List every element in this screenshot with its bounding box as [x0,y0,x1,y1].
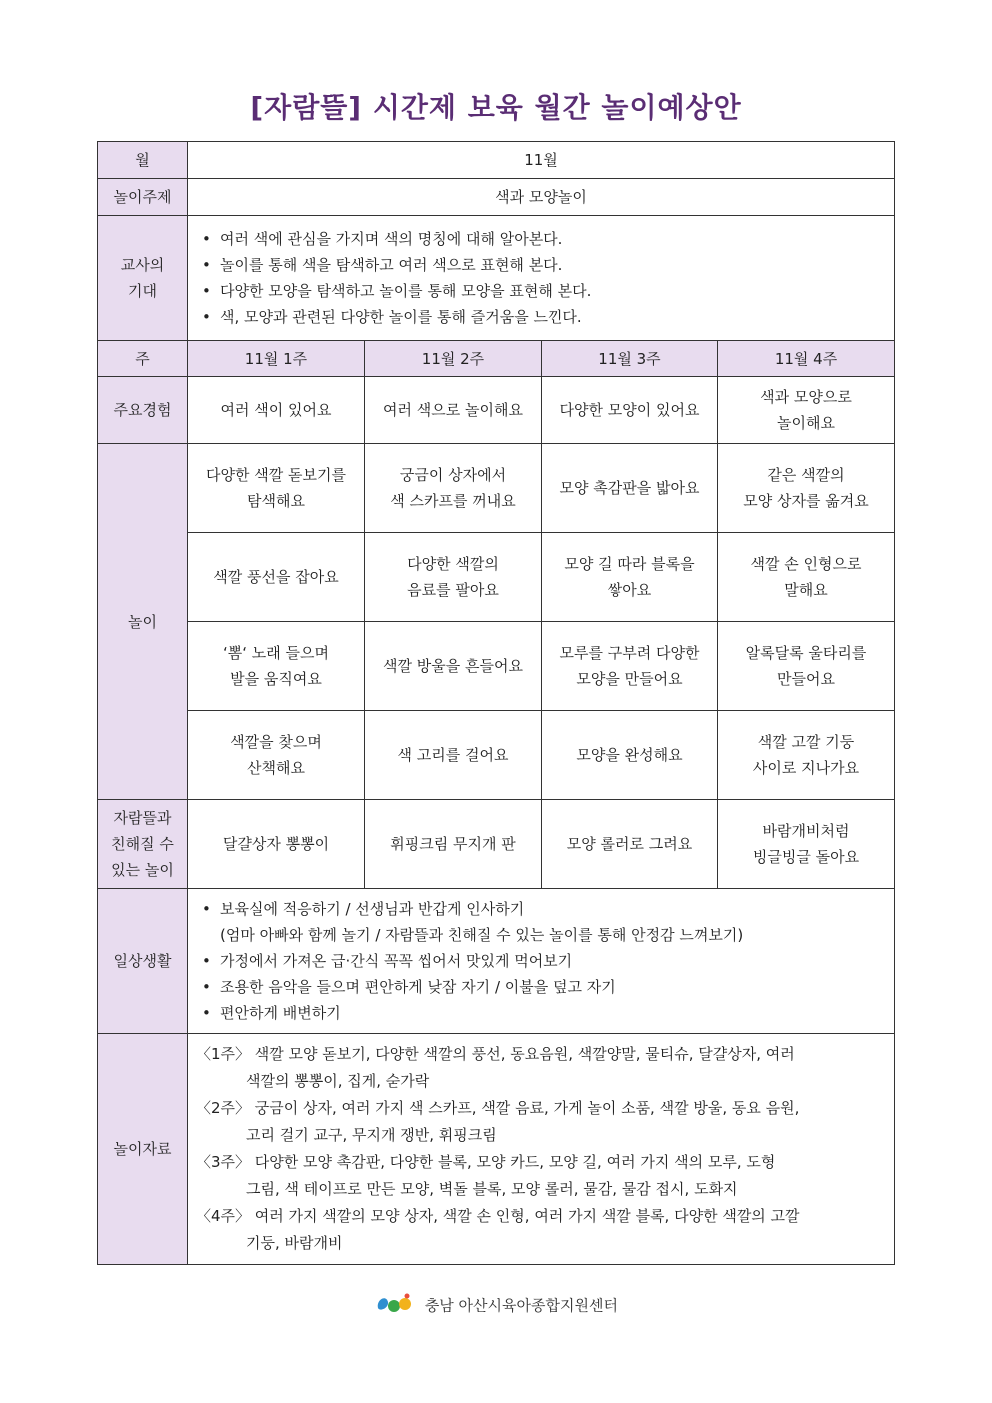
main-experience-cell: 여러 색으로 놀이해요 [365,377,542,444]
play-cell: 다양한 색깔 돋보기를 탐색해요 [188,444,365,533]
month-value: 11월 [188,142,895,179]
play-cell: 색깔 풍선을 잡아요 [188,533,365,622]
expectation-item: • 놀이를 통해 색을 탐색하고 여러 색으로 표현해 본다. [220,252,890,278]
footer [0,1292,992,1320]
plan-table [97,141,895,1265]
week-header: 11월 3주 [542,341,718,377]
main-experience-cell: 다양한 모양이 있어요 [542,377,718,444]
expectation-label: 교사의 기대 [98,216,188,341]
play-cell: 모양 길 따라 블록을 쌓아요 [542,533,718,622]
main-experience-cell: 색과 모양으로 놀이해요 [718,377,895,444]
week-label: 주 [98,341,188,377]
daily-life-item: • 조용한 음악을 들으며 편안하게 낮잠 자기 / 이불을 덮고 자기 [220,974,890,1000]
play-row [98,622,895,711]
page-title: [자람뜰] 시간제 보육 월간 놀이예상안 [250,91,742,124]
materials-week-2: 〈2주〉 궁금이 상자, 여러 가지 색 스카프, 색깔 음료, 가게 놀이 소품, 색깔 방울, 동요 음원, 고리 걸기 교구, 무지개 쟁반, 휘핑크림 [196,1099,800,1144]
main-experience-label: 주요경험 [98,377,188,444]
expectation-item: • 색, 모양과 관련된 다양한 놀이를 통해 즐거움을 느낀다. [220,304,890,330]
play-cell: 색깔을 찾으며 산책해요 [188,711,365,800]
play-cell: 색깔 고깔 기둥 사이로 지나가요 [718,711,895,800]
expectation-item: • 다양한 모양을 탐색하고 놀이를 통해 모양을 표현해 본다. [220,278,890,304]
play-cell: 알록달록 울타리를 만들어요 [718,622,895,711]
main-experience-row [98,377,895,444]
month-label: 월 [98,142,188,179]
play-cell: 다양한 색깔의 음료를 팔아요 [365,533,542,622]
materials-list [188,1034,895,1265]
daily-life-row [98,889,895,1034]
play-cell: 색깔 손 인형으로 말해요 [718,533,895,622]
friendly-play-row [98,800,895,889]
friendly-play-cell: 달걀상자 뽕뽕이 [188,800,365,889]
play-row [98,711,895,800]
week-header: 11월 4주 [718,341,895,377]
play-row [98,444,895,533]
materials-label: 놀이자료 [98,1034,188,1265]
play-cell: 모루를 구부려 다양한 모양을 만들어요 [542,622,718,711]
center-logo-icon [374,1292,414,1320]
expectation-list [188,216,895,341]
week-header-row [98,341,895,377]
main-experience-cell: 여러 색이 있어요 [188,377,365,444]
materials-week-1: 〈1주〉 색깔 모양 돋보기, 다양한 색깔의 풍선, 동요음원, 색깔양말, 물티슈, 달걀상자, 여러 색깔의 뽕뽕이, 집게, 숟가락 [196,1045,795,1090]
expectation-row [98,216,895,341]
month-row [98,142,895,179]
play-label: 놀이 [98,444,188,800]
theme-value: 색과 모양놀이 [188,179,895,216]
play-cell: 궁금이 상자에서 색 스카프를 꺼내요 [365,444,542,533]
friendly-play-cell: 바람개비처럼 빙글빙글 돌아요 [718,800,895,889]
daily-life-item: • 가정에서 가져온 급·간식 꼭꼭 씹어서 맛있게 먹어보기 [220,948,890,974]
play-cell: 같은 색깔의 모양 상자를 옮겨요 [718,444,895,533]
play-cell: ‘뽐‘ 노래 들으며 발을 움직여요 [188,622,365,711]
play-row [98,533,895,622]
daily-life-subnote: (엄마 아빠와 함께 놀기 / 자람뜰과 친해질 수 있는 놀이를 통해 안정감 느껴보기) [220,926,744,944]
play-cell: 모양을 완성해요 [542,711,718,800]
daily-life-list [188,889,895,1034]
friendly-play-cell: 모양 롤러로 그려요 [542,800,718,889]
week-header: 11월 2주 [365,341,542,377]
daily-life-item: • 편안하게 배변하기 [220,1000,890,1026]
friendly-play-label: 자람뜰과 친해질 수 있는 놀이 [98,800,188,889]
play-cell: 모양 촉감판을 밟아요 [542,444,718,533]
materials-week-4: 〈4주〉 여러 가지 색깔의 모양 상자, 색깔 손 인형, 여러 가지 색깔 블록, 다양한 색깔의 고깔 기둥, 바람개비 [196,1207,800,1252]
friendly-play-cell: 휘핑크림 무지개 판 [365,800,542,889]
expectation-item: • 여러 색에 관심을 가지며 색의 명칭에 대해 알아본다. [220,226,890,252]
play-cell: 색깔 방울을 흔들어요 [365,622,542,711]
theme-label: 놀이주제 [98,179,188,216]
daily-life-item: • 보육실에 적응하기 / 선생님과 반갑게 인사하기 [220,896,890,922]
materials-row [98,1034,895,1265]
daily-life-label: 일상생활 [98,889,188,1034]
materials-week-3: 〈3주〉 다양한 모양 촉감판, 다양한 블록, 모양 카드, 모양 길, 여러 가지 색의 모루, 도형 그림, 색 테이프로 만든 모양, 벽돌 블록, 모양 롤러, 물감, 물감 접시, 도화지 [196,1153,776,1198]
play-cell: 색 고리를 걸어요 [365,711,542,800]
week-header: 11월 1주 [188,341,365,377]
footer-org-name: 충남 아산시육아종합지원센터 [424,1296,618,1315]
theme-row [98,179,895,216]
